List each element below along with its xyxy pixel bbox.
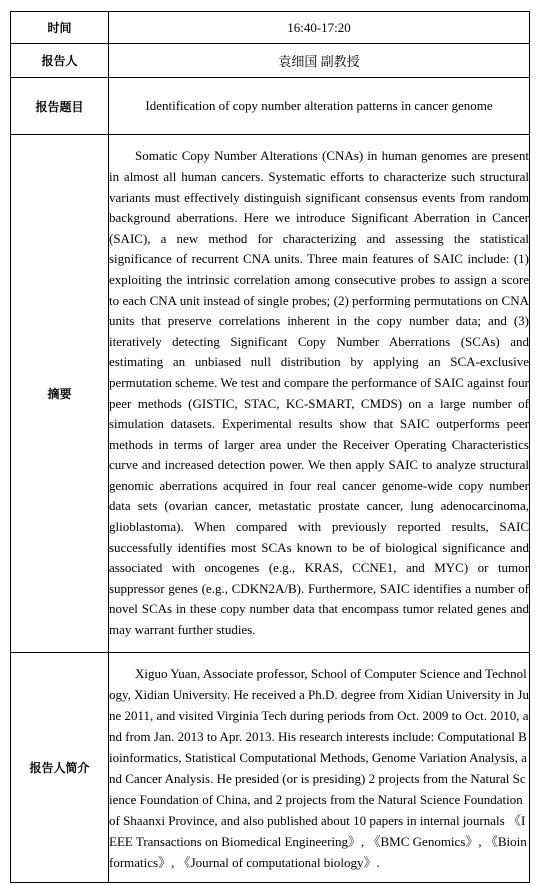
speaker-value: 袁细国 副教授 <box>109 44 530 78</box>
topic-row <box>11 78 530 135</box>
abstract-row <box>11 135 530 653</box>
report-info-table <box>10 11 530 883</box>
topic-value: Identification of copy number alteration patterns in cancer genome <box>109 78 530 135</box>
topic-label: 报告题目 <box>11 78 109 135</box>
bio-label: 报告人简介 <box>11 653 109 883</box>
bio-text: Xiguo Yuan, Associate professor, School of Computer Science and Technology, Xidian University. He received a Ph.D. degree from Xidian University in June 2011, and visited Virginia Tech during periods from Oct. 2009 to Oct. 2010, and from Jan. 2013 to Apr. 2013. His research interests include: Computational Bioinformatics, Statistical Computational Methods, Genome Variation Analysis, and Cancer Analysis. He presided (or is presiding) 2 projects from the Natural Science Foundation of China, and 2 projects from the Natural Science Foundation of Shaanxi Province, and also published about 10 papers in internal journals 《IEEE Transactions on Biomedical Engineering》, 《BMC Genomics》, 《Bioinformatics》, 《Journal of computational biology》. <box>109 665 529 870</box>
speaker-label: 报告人 <box>11 44 109 78</box>
time-value: 16:40-17:20 <box>109 12 530 44</box>
speaker-row <box>11 44 530 78</box>
time-label: 时间 <box>11 12 109 44</box>
abstract-text: Somatic Copy Number Alterations (CNAs) in human genomes are present in almost all human cancers. Systematic efforts to characterize such structural variants must effectively distinguish significant consensus events from random background aberrations. Here we introduce Significant Aberration in Cancer (SAIC), a new method for characterizing and assessing the statistical significance of recurrent CNA units. Three main features of SAIC include: (1) exploiting the intrinsic correlation among consecutive probes to assign a score to each CNA unit instead of single probes; (2) performing permutations on CNA units that preserve correlations inherent in the copy number data; and (3) iteratively detecting Significant Copy Number Aberrations (SCAs) and estimating an unbiased null distribution by applying an SCA-exclusive permutation scheme. We test and compare the performance of SAIC against four peer methods (GISTIC, STAC, KC-SMART, CMDS) on a large number of simulation datasets. Experimental results show that SAIC outperforms peer methods in terms of larger area under the Receiver Operating Characteristics curve and increased detection power. We then apply SAIC to analyze structural genomic aberrations acquired in four real cancer genome-wide copy number data sets (ovarian cancer, metastatic prostate cancer, lung adenocarcinoma, glioblastoma). When compared with previously reported results, SAIC successfully identifies most SCAs known to be of biological significance and associated with oncogenes (e.g., KRAS, CCNE1, and MYC) or tumor suppressor genes (e.g., CDKN2A/B). Furthermore, SAIC identifies a number of novel SCAs in these copy number data that encompass tumor related genes and may warrant further studies. <box>109 148 529 638</box>
bio-cell <box>109 653 530 883</box>
bio-row <box>11 653 530 883</box>
abstract-label: 摘要 <box>11 135 109 653</box>
abstract-cell <box>109 135 530 653</box>
time-row <box>11 12 530 44</box>
